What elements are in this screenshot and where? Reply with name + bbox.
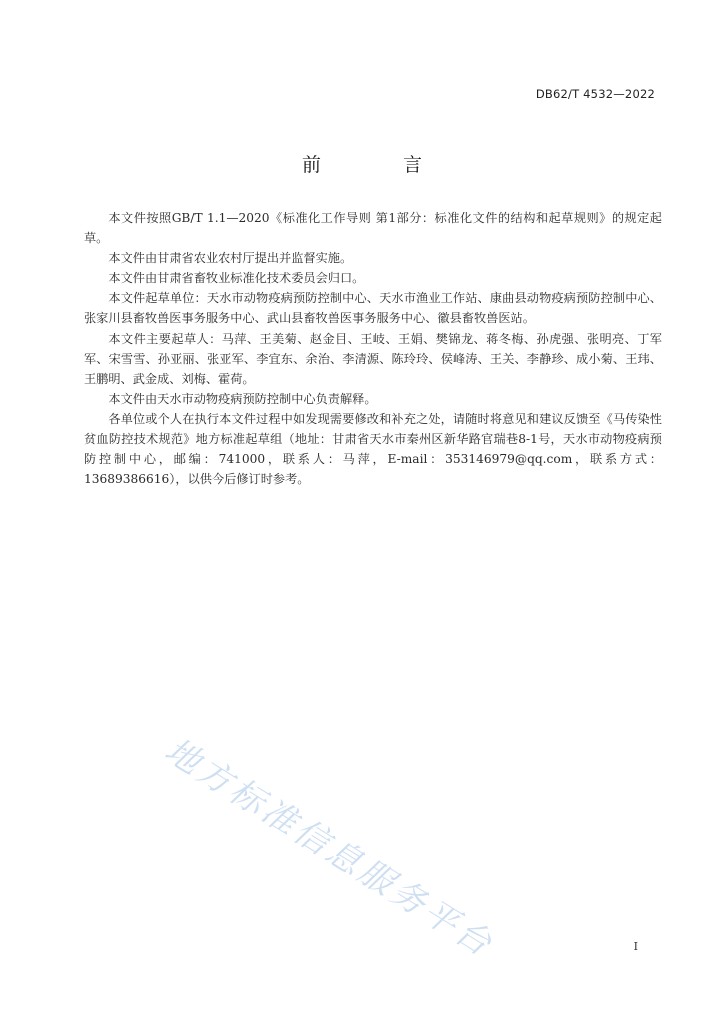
page-title: 前 言: [301, 154, 461, 176]
paragraph-proposer: 本文件由甘肃省农业农村厅提出并监督实施。: [108, 251, 353, 266]
document-code: DB62/T 4532—2022: [535, 87, 655, 101]
paragraph-feedback: 各单位或个人在执行本文件过程中如发现需要修改和补充之处，请随时将意见和建议反馈至《马传染性贫血防控技术规范》地方标准起草组（地址：甘肃省天水市秦州区新华路官瑞巷8-1号，天水市动物疫病预防控制中心，邮编：741000，联系人：马萍，E-mail：353146979@qq.com，联系方式：13689386616），以供今后修订时参考。: [84, 411, 662, 487]
paragraph-drafting-units: 本文件起草单位：天水市动物疫病预防控制中心、天水市渔业工作站、康曲县动物疫病预防控制中心、张家川县畜牧兽医事务服务中心、武山县畜牧兽医事务服务中心、徽县畜牧兽医站。: [84, 291, 662, 326]
watermark: 地方标准信息服务平台: [157, 730, 502, 966]
foreword-body: [84, 208, 662, 489]
paragraph-technical-committee: 本文件由甘肃省畜牧业标准化技术委员会归口。: [108, 271, 365, 286]
paragraph-drafters: 本文件主要起草人：马萍、王美菊、赵金目、王岐、王娟、樊锦龙、蒋冬梅、孙虎强、张明亮、丁军军、宋雪雪、孙亚丽、张亚军、李宜东、余治、李清源、陈玲玲、侯峰涛、王关、李静珍、成小菊、王玮、王鹏明、武金成、刘梅、霍荷。: [84, 331, 662, 386]
page-number: I: [633, 940, 638, 953]
paragraph-interpretation: 本文件由天水市动物疫病预防控制中心负责解释。: [108, 391, 377, 406]
paragraph-drafting-rules: 本文件按照GB/T 1.1—2020《标准化工作导则 第1部分：标准化文件的结构和起草规则》的规定起草。: [84, 211, 662, 246]
